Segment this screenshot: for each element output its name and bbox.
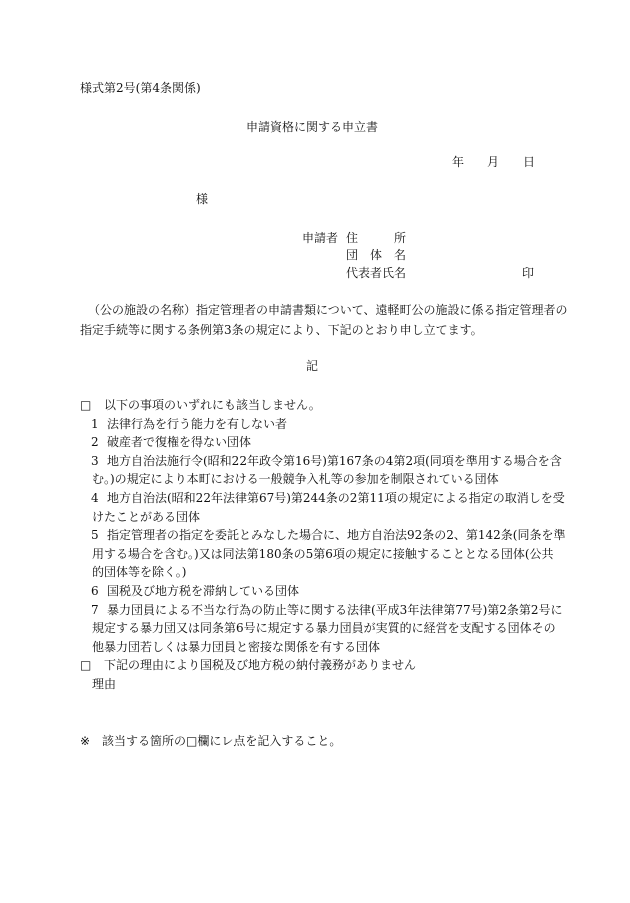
- item-number: 6: [91, 583, 99, 598]
- note-mark: ※: [80, 734, 91, 748]
- applicant-label: 申請者: [302, 231, 339, 245]
- item-continuation: 用する場合を含む。)又は同法第180条の5第6項の規定に接触することとなる団体(公共: [92, 546, 554, 561]
- seal-mark: 印: [522, 266, 535, 280]
- list-item: [80, 582, 566, 601]
- date-month-label: 月: [487, 155, 500, 169]
- option-text: 下記の理由により国税及び地方税の納付義務がありません: [104, 658, 417, 673]
- document-title: 申請資格に関する申立書: [245, 120, 378, 134]
- organization-name-label: 団 体 名: [346, 248, 407, 262]
- item-continuation: む。)の規定により本町における一般競争入札等の参加を制限されている団体: [92, 472, 499, 487]
- list-item: [80, 415, 566, 434]
- item-number: 2: [91, 435, 99, 450]
- list-item: [80, 452, 566, 471]
- item-number: 4: [91, 490, 99, 505]
- option-text: 以下の事項のいずれにも該当しません。: [104, 398, 321, 412]
- date-day-label: 日: [523, 155, 536, 169]
- footnote: [80, 734, 341, 748]
- item-text: 法律行為を行う能力を有しない者: [107, 416, 288, 431]
- representative-name-label: 代表者氏名: [346, 266, 407, 280]
- list-item: [80, 526, 566, 545]
- ki-heading: 記: [305, 359, 318, 373]
- statement-line: （公の施設の名称）指定管理者の申請書類について、遠軽町公の施設に係る指定管理者の: [88, 303, 568, 317]
- item-number: 7: [91, 602, 99, 617]
- item-text: 地方自治法(昭和22年法律第67号)第244条の2第11項の規定による指定の取消しを受: [107, 490, 565, 505]
- item-continuation: 規定する暴力団又は同条第6号に規定する暴力団員が実質的に経営を支配する団体その: [92, 621, 556, 636]
- item-number: 1: [91, 416, 99, 431]
- checkbox-icon: □: [80, 398, 92, 412]
- list-item: [80, 601, 566, 620]
- list-item: [80, 433, 566, 452]
- item-number: 3: [91, 453, 99, 468]
- list-item: [80, 489, 566, 508]
- item-continuation: 的団体等を除く。): [92, 565, 187, 580]
- declaration-list: [80, 396, 566, 694]
- addressee-suffix: 様: [196, 192, 209, 206]
- item-continuation: けたことがある団体: [92, 509, 201, 524]
- item-text: 暴力団員による不当な行為の防止等に関する法律(平成3年法律第77号)第2条第2号に: [107, 602, 563, 617]
- item-text: 指定管理者の指定を委託とみなした場合に、地方自治法92条の2、第142条(同条を準: [107, 528, 566, 543]
- item-text: 国税及び地方税を滞納している団体: [107, 583, 300, 598]
- option-no-tax-obligation: [80, 656, 566, 675]
- item-continuation: 他暴力団若しくは暴力団員と密接な関係を有する団体: [92, 639, 381, 654]
- checkbox-icon: □: [80, 658, 92, 673]
- statement-line: 指定手続等に関する条例第3条の規定により、下記のとおり申し立てます。: [80, 323, 483, 337]
- note-text: 該当する箇所の□欄にレ点を記入すること。: [102, 734, 342, 748]
- item-text: 地方自治法施行令(昭和22年政令第16号)第167条の4第2項(同項を準用する場合を含: [107, 453, 562, 468]
- option-none-applicable: [80, 396, 566, 415]
- form-number: 様式第2号(第4条関係): [80, 81, 201, 95]
- reason-label: 理由: [92, 676, 117, 691]
- item-text: 破産者で復権を得ない団体: [107, 435, 252, 450]
- item-number: 5: [91, 528, 99, 543]
- address-label: 住 所: [346, 231, 407, 245]
- date-year-label: 年: [452, 155, 465, 169]
